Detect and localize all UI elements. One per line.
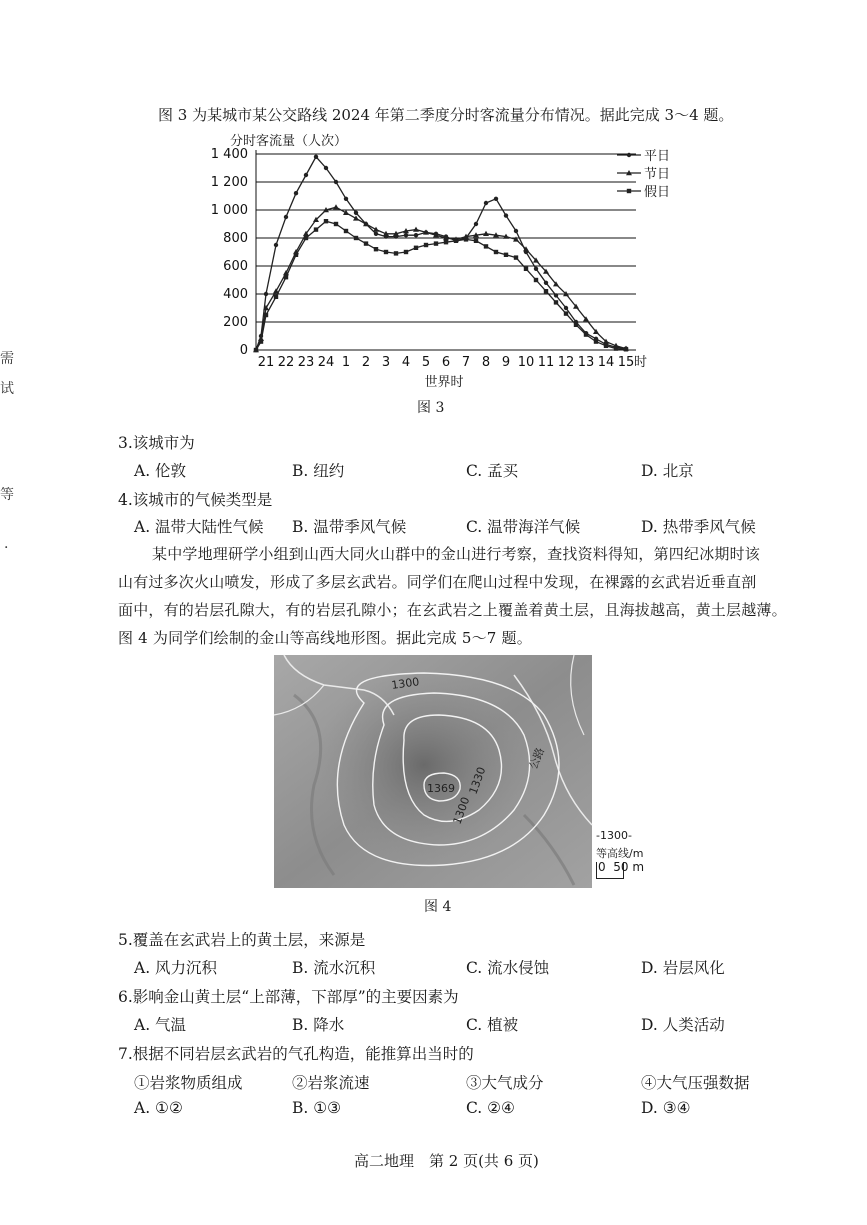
series-point bbox=[474, 239, 478, 243]
question-7-item-3: ③大气成分 bbox=[466, 1074, 544, 1092]
legend-marker bbox=[627, 153, 631, 157]
series-point bbox=[324, 166, 328, 170]
intro-fig3: 图 3 为某城市某公交路线 2024 年第二季度分时客流量分布情况。据此完成 3～4 题。 bbox=[158, 106, 734, 124]
series-point bbox=[524, 267, 528, 271]
series-point bbox=[354, 211, 358, 215]
question-5-option-d[interactable]: D. 岩层风化 bbox=[641, 959, 725, 977]
series-point bbox=[304, 236, 308, 240]
x-tick-label: 23 bbox=[297, 355, 315, 370]
question-5-option-c[interactable]: C. 流水侵蚀 bbox=[466, 959, 550, 977]
series-point bbox=[604, 344, 608, 348]
series-point bbox=[284, 215, 288, 219]
question-5-option-a[interactable]: A. 风力沉积 bbox=[134, 959, 218, 977]
y-axis-label: 分时客流量（人次） bbox=[230, 134, 348, 149]
series-point bbox=[294, 191, 298, 195]
legend-label: 平日 bbox=[644, 149, 671, 164]
question-3-option-d[interactable]: D. 北京 bbox=[641, 462, 694, 480]
series-point bbox=[334, 180, 338, 184]
series-point bbox=[484, 244, 488, 248]
series-point bbox=[374, 232, 378, 236]
page-footer: 高二地理 第 2 页(共 6 页) bbox=[354, 1152, 539, 1170]
series-point bbox=[474, 222, 478, 226]
series-point bbox=[544, 289, 548, 293]
question-6-option-d[interactable]: D. 人类活动 bbox=[641, 1016, 725, 1034]
question-4-option-c[interactable]: C. 温带海洋气候 bbox=[466, 518, 581, 536]
y-tick-label: 1 200 bbox=[210, 175, 248, 190]
question-3-option-a[interactable]: A. 伦敦 bbox=[134, 462, 187, 480]
question-5-option-b[interactable]: B. 流水沉积 bbox=[292, 959, 376, 977]
question-5-stem: 5.覆盖在玄武岩上的黄土层，来源是 bbox=[118, 931, 366, 949]
series-point bbox=[594, 339, 598, 343]
passage-line-1: 某中学地理研学小组到山西大同火山群中的金山进行考察，查找资料得知，第四纪冰期时该 bbox=[152, 545, 761, 563]
series-point bbox=[554, 293, 558, 297]
series-point bbox=[264, 313, 268, 317]
series-point bbox=[324, 219, 328, 223]
series-point bbox=[544, 281, 548, 285]
y-tick-label: 200 bbox=[223, 315, 248, 330]
series-point bbox=[364, 241, 368, 245]
series-point bbox=[314, 227, 318, 231]
y-tick-label: 1 000 bbox=[210, 203, 248, 218]
x-tick-label: 8 bbox=[481, 355, 491, 370]
question-6-stem: 6.影响金山黄土层“上部薄，下部厚”的主要因素为 bbox=[118, 988, 459, 1006]
x-tick-label: 3 bbox=[381, 355, 391, 370]
series-point bbox=[384, 250, 388, 254]
series-point bbox=[374, 247, 378, 251]
passage-line-4: 图 4 为同学们绘制的金山等高线地形图。据此完成 5～7 题。 bbox=[118, 629, 532, 647]
question-4-option-a[interactable]: A. 温带大陆性气候 bbox=[134, 518, 264, 536]
series-line-0 bbox=[256, 157, 626, 350]
question-7-item-4: ④大气压强数据 bbox=[641, 1074, 750, 1092]
series-point bbox=[454, 239, 458, 243]
contour-label-1300-bottom: 1300 bbox=[450, 795, 473, 827]
series-point bbox=[534, 278, 538, 282]
series-point bbox=[404, 233, 408, 237]
x-tick-label: 4 bbox=[401, 355, 411, 370]
question-7-item-2: ②岩浆流速 bbox=[292, 1074, 370, 1092]
series-point bbox=[574, 323, 578, 327]
map-scale-label: 0 50 m bbox=[598, 860, 645, 874]
series-line-2 bbox=[256, 221, 626, 350]
series-point bbox=[494, 197, 498, 201]
x-tick-label: 7 bbox=[461, 355, 471, 370]
contour-label-1300-top: 1300 bbox=[390, 675, 421, 692]
series-point bbox=[254, 348, 258, 352]
figure-4-caption: 图 4 bbox=[424, 899, 452, 915]
x-tick-label: 1 bbox=[341, 355, 351, 370]
map-legend-contour-line: -1300- bbox=[596, 829, 632, 842]
series-point bbox=[504, 213, 508, 217]
series-point bbox=[304, 173, 308, 177]
series-point bbox=[424, 243, 428, 247]
legend-label: 节日 bbox=[644, 167, 671, 182]
passenger-flow-chart bbox=[200, 128, 671, 398]
series-point bbox=[274, 295, 278, 299]
legend-marker bbox=[627, 189, 631, 193]
question-7-option-b[interactable]: B. ①③ bbox=[292, 1099, 342, 1117]
x-tick-label: 21 bbox=[257, 355, 275, 370]
y-tick-label: 600 bbox=[223, 259, 248, 274]
series-point bbox=[494, 250, 498, 254]
series-line-1 bbox=[256, 207, 626, 350]
question-3-stem: 3.该城市为 bbox=[118, 434, 195, 452]
question-7-item-1: ①岩浆物质组成 bbox=[134, 1074, 243, 1092]
series-point bbox=[373, 227, 379, 232]
series-point bbox=[344, 229, 348, 233]
map-legend-contour-text: 等高线/m bbox=[596, 847, 644, 860]
series-point bbox=[413, 227, 419, 232]
y-tick-label: 1 400 bbox=[210, 147, 248, 162]
contour-label-1330: 1330 bbox=[466, 765, 489, 797]
series-point bbox=[584, 332, 588, 336]
x-tick-label: 24 bbox=[317, 355, 335, 370]
series-point bbox=[394, 251, 398, 255]
question-3-option-b[interactable]: B. 纽约 bbox=[292, 462, 345, 480]
series-point bbox=[464, 237, 468, 241]
x-tick-label: 15 bbox=[617, 355, 635, 370]
series-point bbox=[284, 275, 288, 279]
series-point bbox=[343, 210, 349, 215]
series-point bbox=[504, 253, 508, 257]
series-point bbox=[444, 240, 448, 244]
x-tick-label: 11 bbox=[537, 355, 555, 370]
series-point bbox=[514, 255, 518, 259]
question-6-option-b[interactable]: B. 降水 bbox=[292, 1016, 345, 1034]
y-tick-label: 800 bbox=[223, 231, 248, 246]
series-point bbox=[264, 292, 268, 296]
x-tick-label: 5 bbox=[421, 355, 431, 370]
margin-char-1: 需 bbox=[0, 351, 14, 367]
question-7-option-a[interactable]: A. ①② bbox=[134, 1099, 183, 1117]
series-point bbox=[404, 250, 408, 254]
series-point bbox=[344, 197, 348, 201]
margin-char-3: 等 bbox=[0, 487, 14, 503]
series-point bbox=[484, 201, 488, 205]
figure-3-caption: 图 3 bbox=[417, 400, 445, 416]
series-point bbox=[554, 300, 558, 304]
series-point bbox=[414, 233, 418, 237]
legend-label: 假日 bbox=[644, 185, 671, 200]
passage-line-3: 面中，有的岩层孔隙大，有的岩层孔隙小；在玄武岩之上覆盖着黄土层，且海拔越高，黄土层越薄。 bbox=[118, 601, 787, 619]
question-7-option-c[interactable]: C. ②④ bbox=[466, 1099, 515, 1117]
x-tick-label: 13 bbox=[577, 355, 595, 370]
question-4-option-b[interactable]: B. 温带季风气候 bbox=[292, 518, 407, 536]
margin-char-2: 试 bbox=[0, 381, 14, 397]
question-4-option-d[interactable]: D. 热带季风气候 bbox=[641, 518, 756, 536]
y-tick-label: 400 bbox=[223, 287, 248, 302]
series-point bbox=[614, 346, 618, 350]
series-point bbox=[333, 204, 339, 209]
road-label: 公路 bbox=[526, 745, 548, 772]
series-point bbox=[514, 229, 518, 233]
x-tick-label: 2 bbox=[361, 355, 371, 370]
x-unit-label: 时 bbox=[634, 355, 648, 370]
question-4-stem: 4.该城市的气候类型是 bbox=[118, 491, 273, 509]
question-7-option-d[interactable]: D. ③④ bbox=[641, 1099, 691, 1117]
contour-label-1369: 1369 bbox=[427, 782, 455, 795]
series-point bbox=[353, 215, 359, 220]
question-6-option-a[interactable]: A. 气温 bbox=[134, 1016, 187, 1034]
series-point bbox=[564, 306, 568, 310]
series-point bbox=[414, 246, 418, 250]
question-6-option-c[interactable]: C. 植被 bbox=[466, 1016, 519, 1034]
series-point bbox=[259, 339, 263, 343]
series-point bbox=[534, 267, 538, 271]
question-3-option-c[interactable]: C. 孟买 bbox=[466, 462, 519, 480]
x-tick-label: 9 bbox=[501, 355, 511, 370]
x-axis-label: 世界时 bbox=[424, 375, 464, 390]
series-point bbox=[354, 236, 358, 240]
contour-map bbox=[274, 655, 592, 888]
passage-line-2: 山有过多次火山喷发，形成了多层玄武岩。同学们在爬山过程中发现，在裸露的玄武岩近垂直剖 bbox=[118, 573, 757, 591]
x-tick-label: 12 bbox=[557, 355, 575, 370]
y-tick-label: 0 bbox=[239, 343, 248, 358]
x-tick-label: 22 bbox=[277, 355, 295, 370]
series-point bbox=[564, 311, 568, 315]
x-tick-label: 6 bbox=[441, 355, 451, 370]
series-point bbox=[314, 155, 318, 159]
margin-char-4: · bbox=[4, 540, 9, 556]
x-tick-label: 14 bbox=[597, 355, 615, 370]
series-point bbox=[624, 347, 628, 351]
x-tick-label: 10 bbox=[517, 355, 535, 370]
question-7-stem: 7.根据不同岩层玄武岩的气孔构造，能推算出当时的 bbox=[118, 1045, 474, 1063]
series-point bbox=[483, 231, 489, 236]
series-point bbox=[434, 241, 438, 245]
series-point bbox=[334, 222, 338, 226]
series-point bbox=[274, 243, 278, 247]
series-point bbox=[294, 253, 298, 257]
